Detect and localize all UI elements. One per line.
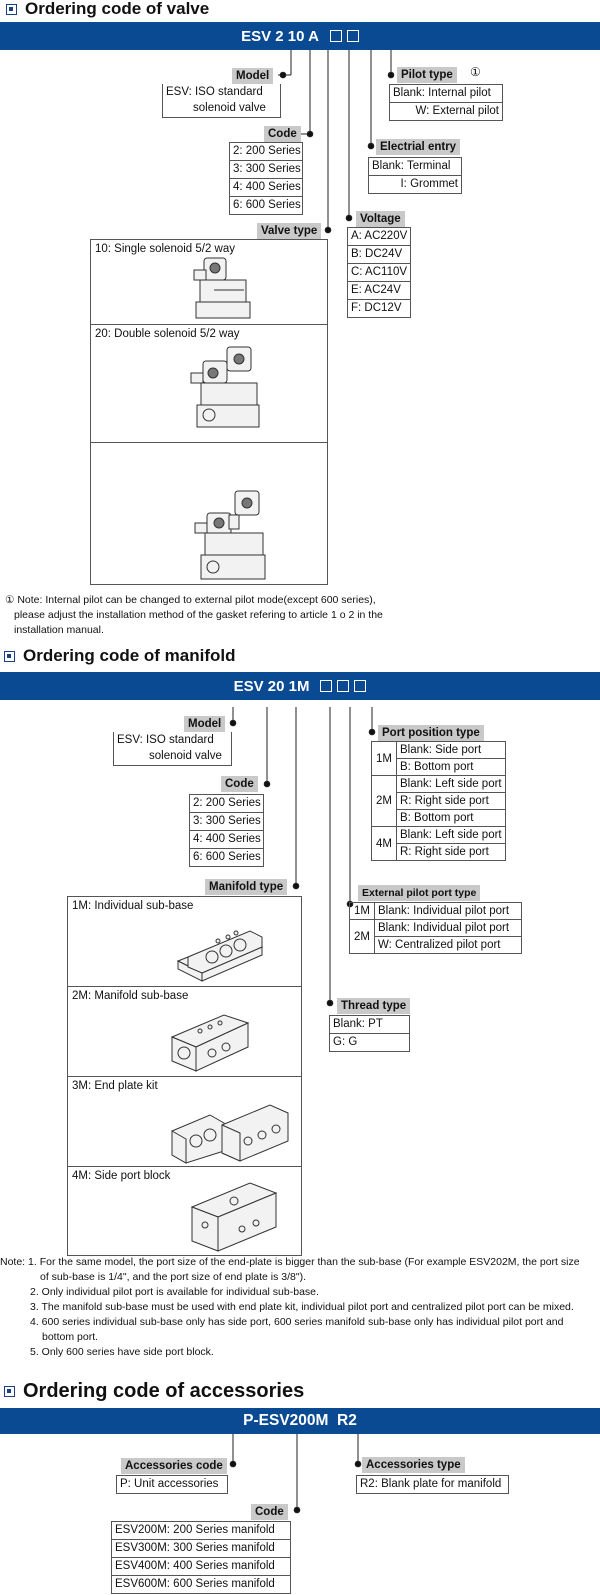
accessories-code-box: P: Unit accessories	[116, 1475, 228, 1494]
manifold-code-label: Code	[221, 776, 258, 792]
square-bullet-icon	[4, 651, 15, 662]
model-box: ESV: ISO standard solenoid valve	[162, 84, 281, 118]
manifold-type-label: Manifold type	[205, 879, 287, 895]
thread-type-label: Thread type	[337, 998, 410, 1014]
manifold-model-box: ESV: ISO standard solenoid valve	[113, 732, 232, 766]
square-bullet-icon	[4, 1386, 15, 1397]
port-position-table: 1M Blank: Side port B: Bottom port 2M Blank: Left side port R: Right side port B: Bottom port 4M Blank: Left side port R: Right side port	[371, 741, 506, 861]
manifold-type-2m: 2M: Manifold sub-base	[68, 987, 301, 1077]
valve-type-label: Valve type	[257, 223, 321, 239]
accessories-section-title: Ordering code of accessories	[4, 1382, 304, 1400]
valve-section-title: Ordering code of valve	[6, 0, 209, 18]
accessories-code-series-box: ESV200M: 200 Series manifold ESV300M: 300 Series manifold ESV400M: 400 Series manifold ESV600M: 600 Series manifold	[111, 1521, 291, 1594]
port-position-label: Port position type	[378, 725, 484, 741]
code-box: 2: 200 Series 3: 300 Series 4: 400 Series 6: 600 Series	[229, 142, 303, 215]
manifold-type-1m: 1M: Individual sub-base	[68, 897, 301, 987]
manifold-notes: Note: 1. For the same model, the port size of the end-plate is bigger than the sub-base (For example ESV202M, the port size of sub-base is 1/4", and the port size of end plate is 3/8"). 2. Only individual pilot port is available for individual sub-base. 3. The manifold sub-base must be used with end plate kit, individual pilot port and centralized pilot port can be mixed. 4. 600 series individual sub-base only has side port, 600 series manifold sub-base only has individual pilot port and bottom port. 5. Only 600 series have side port block.	[0, 1256, 580, 1358]
end-plate-kit-icon	[166, 1093, 296, 1165]
solenoid-valve-icon	[187, 487, 277, 585]
empty-box-icons	[315, 678, 366, 695]
model-label: Model	[232, 68, 273, 84]
empty-box-icons	[325, 28, 359, 45]
voltage-label: Voltage	[356, 211, 405, 227]
accessories-type-box: R2: Blank plate for manifold	[356, 1475, 509, 1494]
valve-type-third	[91, 443, 327, 586]
accessories-code: P-ESV200M R2	[243, 1412, 357, 1429]
manifold-code-box: 2: 200 Series 3: 300 Series 4: 400 Series 6: 600 Series	[189, 794, 264, 867]
note-marker: ①	[470, 65, 481, 79]
manifold-model-label: Model	[184, 716, 225, 732]
valve-note: ① Note: Internal pilot can be changed to external pilot mode(except 600 series), please adjust the installation method of the gasket refering to article 1 o 2 in the installation manual.	[5, 594, 383, 636]
valve-type-box	[90, 239, 328, 585]
manifold-section-title: Ordering code of manifold	[4, 647, 236, 665]
manifold-type-3m: 3M: End plate kit	[68, 1077, 301, 1167]
accessories-code-series-label: Code	[251, 1504, 288, 1520]
manifold-type-box	[67, 896, 302, 1256]
manifold-type-4m: 4M: Side port block	[68, 1167, 301, 1257]
electrial-entry-label: Electrial entry	[376, 139, 460, 155]
individual-sub-base-icon	[168, 917, 268, 983]
electrial-entry-box: Blank: Terminal I: Grommet	[368, 157, 462, 194]
pilot-type-box: Blank: Internal pilot W: External pilot	[389, 84, 503, 121]
square-bullet-icon	[6, 4, 17, 15]
external-pilot-label: External pilot port type	[358, 885, 480, 901]
manifold-code-bar	[0, 672, 600, 700]
valve-type-double: 20: Double solenoid 5/2 way	[91, 325, 327, 443]
thread-type-box: Blank: PT G: G	[329, 1015, 410, 1052]
external-pilot-table: 1M Blank: Individual pilot port 2M Blank: Individual pilot port W: Centralized pilot port	[349, 902, 522, 954]
accessories-code-label: Accessories code	[121, 1458, 227, 1474]
accessories-code-bar	[0, 1408, 600, 1434]
single-solenoid-valve-icon	[186, 254, 256, 322]
voltage-box: A: AC220V B: DC24V C: AC110V E: AC24V F: DC12V	[347, 227, 411, 318]
valve-code-bar	[0, 22, 600, 50]
code-label: Code	[264, 126, 301, 142]
valve-code: ESV 2 10 A	[241, 27, 319, 45]
manifold-code: ESV 20 1M	[233, 677, 310, 695]
accessories-type-label: Accessories type	[362, 1457, 465, 1473]
manifold-sub-base-icon	[164, 1001, 254, 1075]
side-port-block-icon	[186, 1177, 286, 1255]
valve-type-single: 10: Single solenoid 5/2 way	[91, 240, 327, 325]
double-solenoid-valve-icon	[183, 343, 273, 439]
pilot-type-label: Pilot type	[397, 67, 457, 83]
